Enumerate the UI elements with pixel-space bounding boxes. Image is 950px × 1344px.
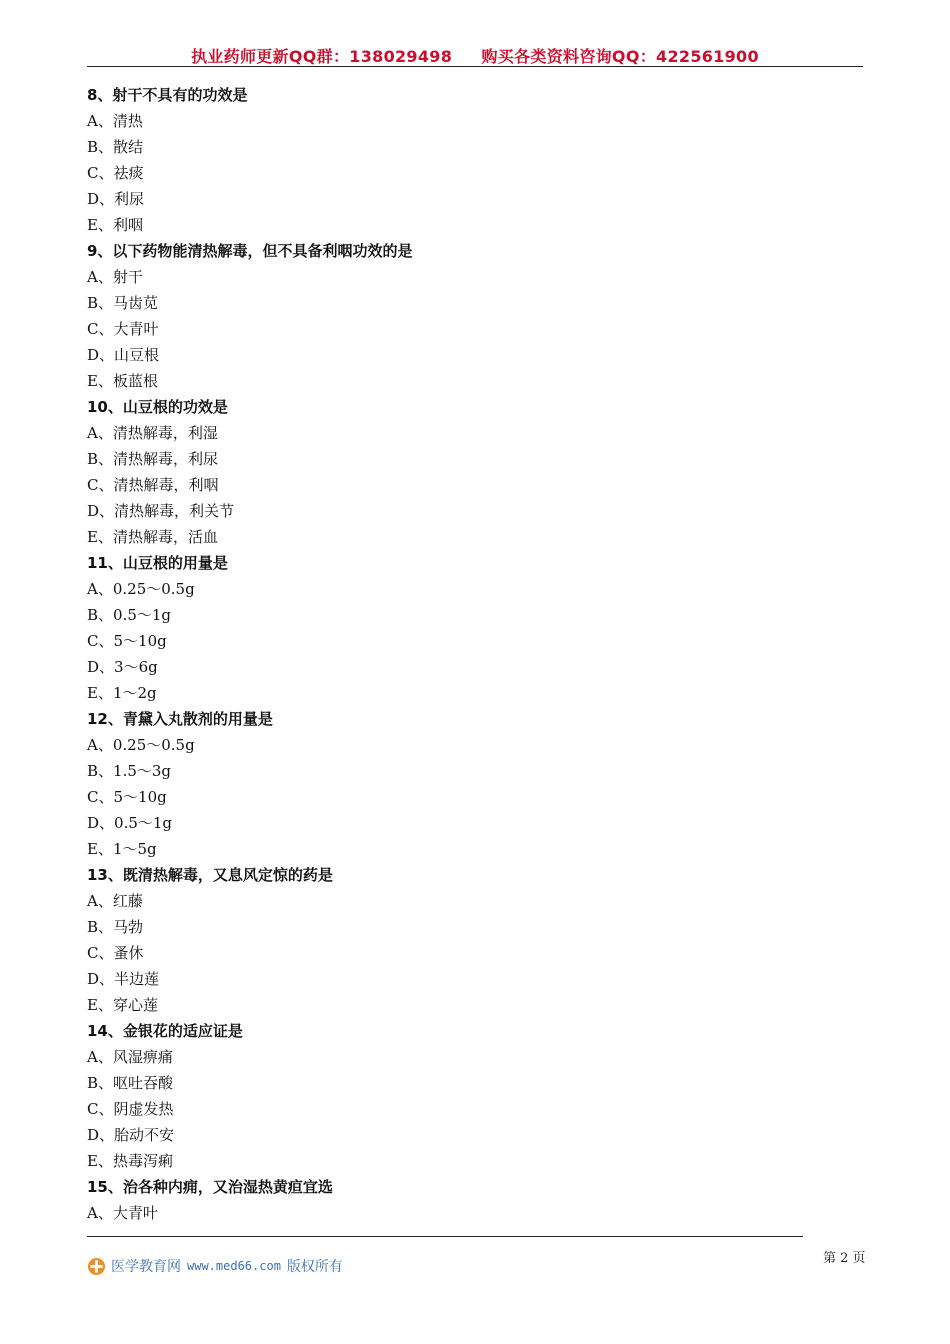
logo-name: 医学教育网 (111, 1259, 181, 1275)
answer-option: D、清热解毒，利关节 (87, 502, 235, 520)
answer-option: C、大青叶 (87, 320, 159, 338)
answer-option: C、清热解毒，利咽 (87, 476, 219, 494)
answer-option: B、马齿苋 (87, 294, 159, 312)
copyright-text: 版权所有 (286, 1259, 343, 1275)
answer-option: A、大青叶 (87, 1204, 158, 1222)
logo-icon (87, 1257, 106, 1276)
logo-url: www.med66.com (187, 1259, 281, 1273)
question-stem: 11、山豆根的用量是 (87, 554, 228, 572)
answer-option: A、清热解毒，利湿 (87, 424, 218, 442)
footer-divider (87, 1236, 803, 1237)
question-stem: 10、山豆根的功效是 (87, 398, 228, 416)
answer-option: D、山豆根 (87, 346, 160, 364)
answer-option: B、清热解毒，利尿 (87, 450, 219, 468)
answer-option: C、5～10g (87, 788, 167, 806)
answer-option: E、清热解毒，活血 (87, 528, 218, 546)
question-stem: 14、金银花的适应证是 (87, 1022, 243, 1040)
answer-option: B、散结 (87, 138, 144, 156)
answer-option: C、祛痰 (87, 164, 144, 182)
answer-option: B、1.5～3g (87, 762, 172, 780)
answer-option: C、蚤休 (87, 944, 144, 962)
answer-option: E、热毒泻痢 (87, 1152, 173, 1170)
answer-option: A、风湿痹痛 (87, 1048, 173, 1066)
question-stem: 15、治各种内痈，又治湿热黄疸宜选 (87, 1178, 333, 1196)
answer-option: C、5～10g (87, 632, 167, 650)
answer-option: C、阴虚发热 (87, 1100, 174, 1118)
question-stem: 12、青黛入丸散剂的用量是 (87, 710, 273, 728)
answer-option: E、板蓝根 (87, 372, 158, 390)
answer-option: D、0.5～1g (87, 814, 173, 832)
page-number: 第 2 页 (823, 1251, 866, 1266)
question-list (87, 82, 863, 1226)
answer-option: D、3～6g (87, 658, 158, 676)
question-stem: 13、既清热解毒，又息风定惊的药是 (87, 866, 333, 884)
answer-option: D、半边莲 (87, 970, 160, 988)
footer-logo (87, 1256, 343, 1276)
answer-option: A、清热 (87, 112, 143, 130)
question-stem: 8、射干不具有的功效是 (87, 86, 248, 104)
answer-option: A、射干 (87, 268, 143, 286)
question-stem: 9、以下药物能清热解毒，但不具备利咽功效的是 (87, 242, 413, 260)
answer-option: B、0.5～1g (87, 606, 172, 624)
answer-option: E、穿心莲 (87, 996, 158, 1014)
answer-option: E、1～2g (87, 684, 157, 702)
answer-option: D、利尿 (87, 190, 145, 208)
answer-option: D、胎动不安 (87, 1126, 175, 1144)
answer-option: A、0.25～0.5g (87, 736, 195, 754)
answer-option: E、1～5g (87, 840, 157, 858)
answer-option: A、0.25～0.5g (87, 580, 195, 598)
answer-option: E、利咽 (87, 216, 143, 234)
answer-option: B、呕吐吞酸 (87, 1074, 174, 1092)
answer-option: A、红藤 (87, 892, 143, 910)
header-text: 执业药师更新QQ群：138029498 购买各类资料咨询QQ：422561900 (191, 47, 759, 66)
answer-option: B、马勃 (87, 918, 144, 936)
page-header (87, 44, 863, 67)
